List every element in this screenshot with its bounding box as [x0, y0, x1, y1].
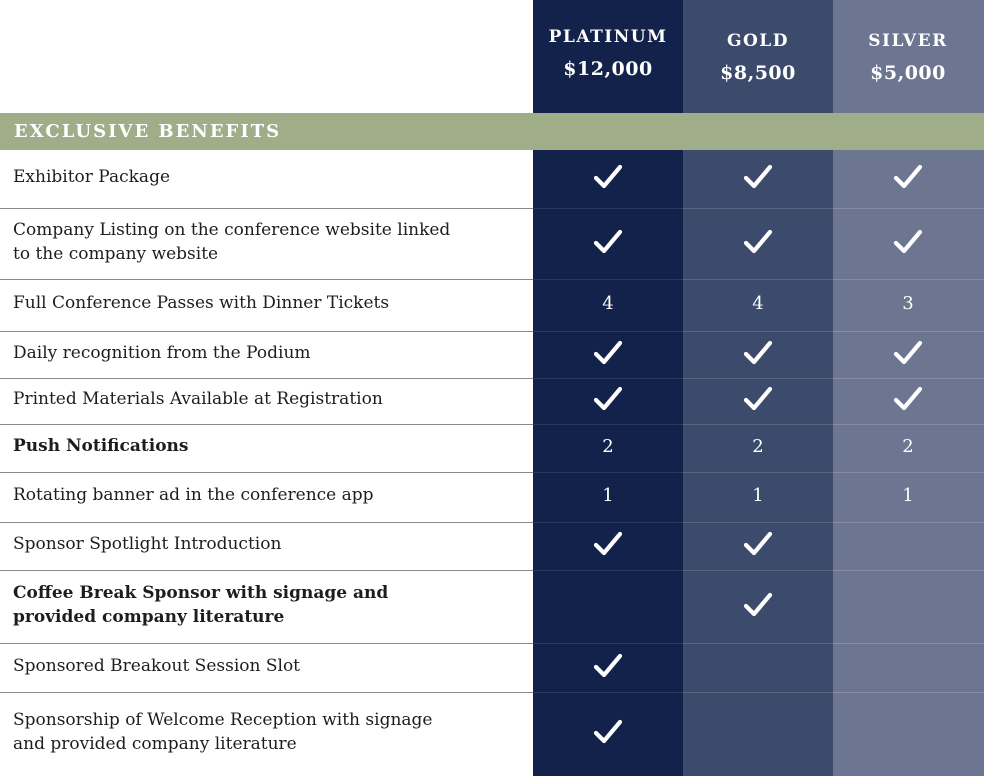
benefit-label: Sponsor Spotlight Introduction: [13, 534, 282, 554]
checkmark-icon: [743, 340, 773, 366]
included-cell: [833, 229, 983, 260]
included-cell: [533, 386, 683, 417]
benefit-label: Printed Materials Available at Registration: [13, 389, 383, 409]
checkmark-icon: [743, 592, 773, 618]
row-divider: [0, 692, 984, 693]
included-cell: [533, 164, 683, 195]
tier-header-silver: [833, 26, 983, 90]
tier-name: PLATINUM: [548, 27, 668, 47]
checkmark-icon: [593, 164, 623, 190]
benefit-label: Push Notifications: [13, 436, 189, 456]
included-cell: [833, 386, 983, 417]
quantity-cell: 1: [752, 485, 764, 506]
included-cell: [683, 531, 833, 562]
row-divider: [0, 378, 984, 379]
tier-price: $8,500: [720, 62, 796, 84]
benefit-label: Sponsorship of Welcome Reception with signage and provided company literature: [13, 710, 433, 754]
quantity-cell: 3: [902, 293, 914, 314]
checkmark-icon: [893, 340, 923, 366]
included-cell: [683, 386, 833, 417]
section-title: EXCLUSIVE BENEFITS: [14, 121, 282, 142]
benefit-label: Rotating banner ad in the conference app: [13, 485, 374, 505]
tier-name: SILVER: [868, 31, 948, 51]
checkmark-icon: [743, 386, 773, 412]
included-cell: [533, 653, 683, 684]
checkmark-icon: [743, 531, 773, 557]
checkmark-icon: [593, 340, 623, 366]
benefit-label: Full Conference Passes with Dinner Tickets: [13, 293, 390, 313]
included-cell: [833, 340, 983, 371]
row-divider: [0, 424, 984, 425]
checkmark-icon: [893, 386, 923, 412]
tier-name: GOLD: [726, 31, 790, 51]
quantity-cell: 4: [752, 293, 764, 314]
checkmark-icon: [593, 531, 623, 557]
checkmark-icon: [743, 164, 773, 190]
checkmark-icon: [593, 719, 623, 745]
checkmark-icon: [593, 229, 623, 255]
benefit-label: Exhibitor Package: [13, 167, 171, 187]
included-cell: [533, 719, 683, 750]
benefit-label: Company Listing on the conference website linked to the company website: [13, 219, 451, 264]
included-cell: [683, 340, 833, 371]
tier-header-platinum: [533, 22, 683, 86]
checkmark-icon: [743, 229, 773, 255]
quantity-cell: 2: [602, 436, 614, 457]
row-divider: [0, 279, 984, 280]
tier-price: $5,000: [870, 62, 946, 84]
checkmark-icon: [593, 386, 623, 412]
quantity-cell: 1: [902, 485, 914, 506]
quantity-cell: 1: [602, 485, 614, 506]
checkmark-icon: [593, 653, 623, 679]
included-cell: [683, 229, 833, 260]
tier-price: $12,000: [563, 58, 653, 80]
included-cell: [833, 164, 983, 195]
benefit-label: Coffee Break Sponsor with signage and provided company literature: [13, 582, 389, 627]
row-divider: [0, 331, 984, 332]
tier-header-gold: [683, 26, 833, 90]
included-cell: [533, 229, 683, 260]
included-cell: [533, 340, 683, 371]
included-cell: [683, 164, 833, 195]
benefit-label: Sponsored Breakout Session Slot: [13, 655, 301, 676]
row-divider: [0, 522, 984, 523]
benefit-label: Daily recognition from the Podium: [13, 342, 311, 363]
included-cell: [683, 592, 833, 623]
quantity-cell: 2: [902, 436, 914, 457]
row-divider: [0, 208, 984, 209]
quantity-cell: 4: [602, 293, 614, 314]
included-cell: [533, 531, 683, 562]
checkmark-icon: [893, 229, 923, 255]
row-divider: [0, 643, 984, 644]
row-divider: [0, 570, 984, 571]
section-band: [0, 113, 984, 150]
checkmark-icon: [893, 164, 923, 190]
row-divider: [0, 472, 984, 473]
quantity-cell: 2: [752, 436, 764, 457]
